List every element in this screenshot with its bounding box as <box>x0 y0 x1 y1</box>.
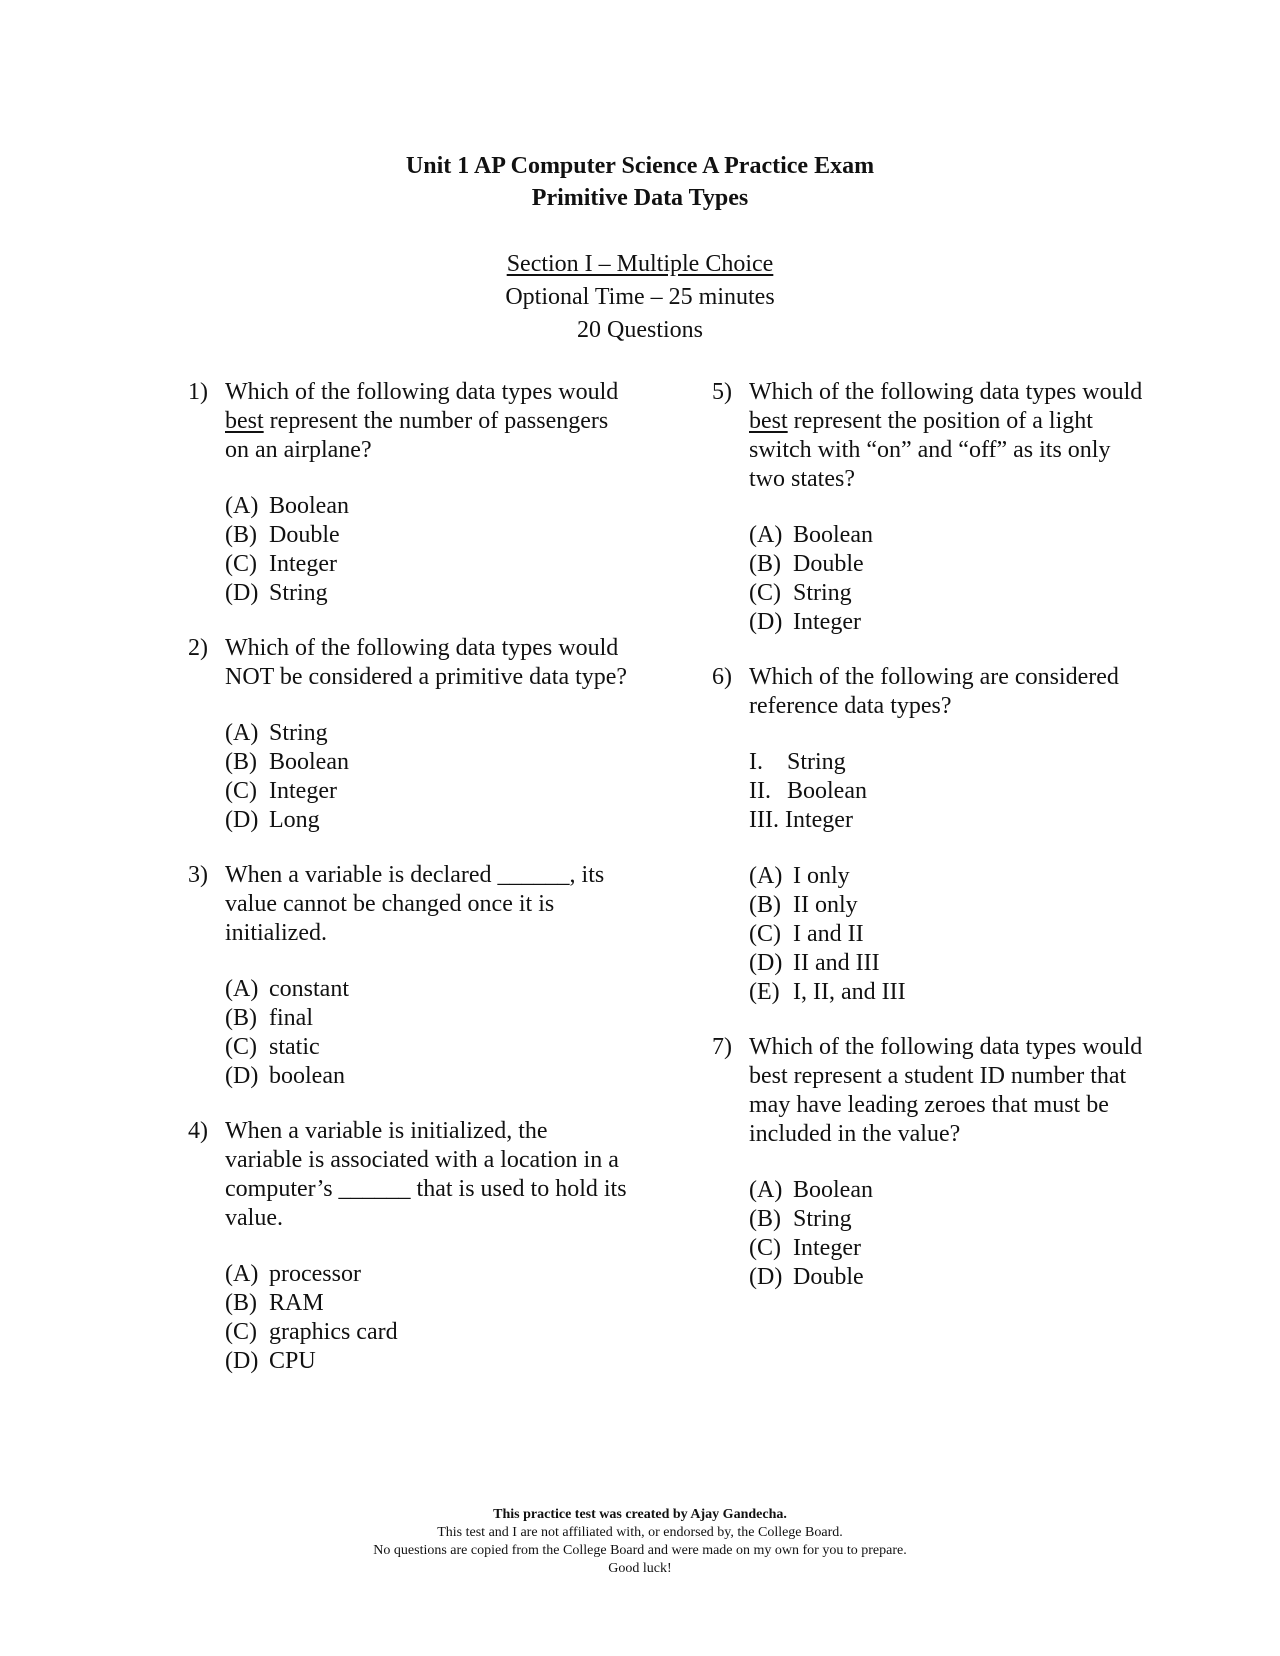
answer-option[interactable]: (D) II and III <box>749 950 880 976</box>
answer-option[interactable]: (A) Boolean <box>749 1177 873 1203</box>
question-stem: Which of the following are considered reference data types? <box>749 664 1119 719</box>
section-time: Optional Time – 25 minutes <box>505 284 775 310</box>
footer-credit: This practice test was created by Ajay Gandecha. <box>493 1507 787 1522</box>
answer-option[interactable]: (D) Integer <box>749 609 861 635</box>
question-number: 1) <box>188 379 208 405</box>
answer-option[interactable]: (D) Double <box>749 1264 864 1290</box>
section-question-count: 20 Questions <box>577 317 703 343</box>
answer-option[interactable]: (C) Integer <box>225 551 337 577</box>
question-number: 6) <box>712 664 732 690</box>
answer-options <box>225 975 628 1091</box>
answer-options <box>225 492 628 608</box>
answer-options <box>225 719 628 835</box>
answer-option[interactable]: (D) boolean <box>225 1063 345 1089</box>
answer-option[interactable]: (A) Boolean <box>749 522 873 548</box>
roman-numeral-list <box>749 748 1152 835</box>
answer-option[interactable]: (D) CPU <box>225 1348 316 1374</box>
question-number: 7) <box>712 1034 732 1060</box>
question-4 <box>188 1117 628 1376</box>
exam-header <box>0 150 1280 214</box>
question-stem: Which of the following data types would best represent the number of passengers on an airplane? <box>225 379 619 463</box>
answer-options <box>225 1260 628 1376</box>
answer-option[interactable]: (B) Double <box>749 551 864 577</box>
question-number: 3) <box>188 862 208 888</box>
answer-option[interactable]: (B) final <box>225 1005 313 1031</box>
answer-option[interactable]: (C) Integer <box>749 1235 861 1261</box>
answer-option[interactable]: (C) String <box>749 580 852 606</box>
question-5 <box>712 378 1152 637</box>
footer-good-luck: Good luck! <box>608 1561 672 1576</box>
footer <box>0 1506 1280 1578</box>
question-1 <box>188 378 628 608</box>
exam-title: Unit 1 AP Computer Science A Practice Exam <box>405 153 875 179</box>
section-heading: Section I – Multiple Choice <box>506 251 774 277</box>
left-column <box>188 378 628 1402</box>
question-number: 4) <box>188 1118 208 1144</box>
answer-options <box>749 1176 1152 1292</box>
right-column <box>712 378 1152 1318</box>
question-number: 5) <box>712 379 732 405</box>
question-stem: Which of the following data types would NOT be considered a primitive data type? <box>225 635 628 690</box>
answer-option[interactable]: (C) I and II <box>749 921 864 947</box>
question-stem: Which of the following data types would best represent the position of a light switch with “on” and “off” as its only two states? <box>749 379 1143 492</box>
footer-note: No questions are copied from the College Board and were made on my own for you to prepare. <box>373 1543 907 1558</box>
question-3 <box>188 861 628 1091</box>
answer-option[interactable]: (B) Boolean <box>225 749 349 775</box>
answer-option[interactable]: (B) II only <box>749 892 858 918</box>
question-7 <box>712 1033 1152 1292</box>
answer-option[interactable]: (B) String <box>749 1206 852 1232</box>
answer-option[interactable]: (D) Long <box>225 807 320 833</box>
answer-options <box>749 862 1152 1007</box>
footer-disclaimer: This test and I are not affiliated with, or endorsed by, the College Board. <box>437 1525 843 1540</box>
answer-option[interactable]: (C) graphics card <box>225 1319 398 1345</box>
question-stem: When a variable is declared ______, its value cannot be changed once it is initialized. <box>225 862 605 946</box>
question-stem: When a variable is initialized, the variable is associated with a location in a computer’s ______ that is used to hold its value. <box>225 1118 627 1231</box>
answer-option[interactable]: (E) I, II, and III <box>749 979 906 1005</box>
answer-option[interactable]: (D) String <box>225 580 328 606</box>
answer-option[interactable]: (B) Double <box>225 522 340 548</box>
exam-subtitle: Primitive Data Types <box>531 185 749 211</box>
roman-item: II. Boolean <box>749 778 867 804</box>
answer-option[interactable]: (A) Boolean <box>225 493 349 519</box>
answer-option[interactable]: (C) static <box>225 1034 320 1060</box>
question-2 <box>188 634 628 835</box>
question-stem: Which of the following data types would best represent a student ID number that may have leading zeroes that must be included in the value? <box>749 1034 1143 1147</box>
answer-option[interactable]: (A) constant <box>225 976 349 1002</box>
answer-option[interactable]: (C) Integer <box>225 778 337 804</box>
roman-item: III. Integer <box>749 807 853 833</box>
emphasis-underline: best <box>225 408 264 434</box>
section-info <box>0 248 1280 347</box>
question-number: 2) <box>188 635 208 661</box>
emphasis-underline: best <box>749 408 788 434</box>
answer-option[interactable]: (B) RAM <box>225 1290 324 1316</box>
roman-item: I. String <box>749 749 846 775</box>
answer-option[interactable]: (A) I only <box>749 863 850 889</box>
answer-option[interactable]: (A) processor <box>225 1261 361 1287</box>
answer-options <box>749 521 1152 637</box>
question-6 <box>712 663 1152 1007</box>
answer-option[interactable]: (A) String <box>225 720 328 746</box>
